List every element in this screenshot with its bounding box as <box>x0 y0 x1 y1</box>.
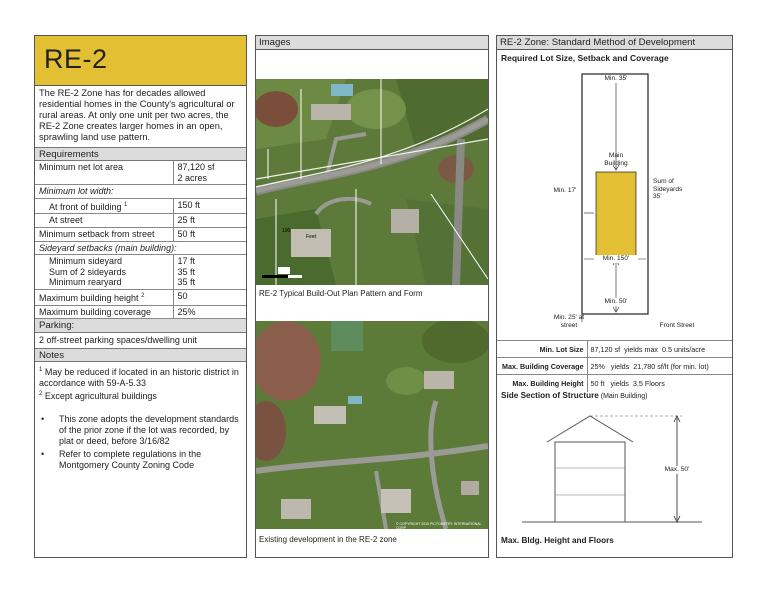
requirements-heading: Requirements <box>35 147 246 161</box>
images-heading: Images <box>256 36 488 50</box>
min-sideyard-value: 17 ft <box>177 256 196 267</box>
coverage-value: 25% <box>173 305 246 319</box>
setback-value: 50 ft <box>173 227 246 241</box>
stat-value-2: 21,780 sf/lt (for min. lot) <box>633 361 709 371</box>
note-2-text: Except agricultural buildings <box>42 391 157 402</box>
caption-build-out: RE-2 Typical Build-Out Plan Pattern and Form <box>259 289 423 298</box>
sideyard-heading: Sideyard setbacks (main building): <box>35 241 246 255</box>
requirements-table <box>35 161 246 319</box>
bullet-icon: • <box>41 449 45 460</box>
sum-sideyards-label: Sum of 2 sideyards <box>49 266 127 277</box>
max-height-label: Max. 50' <box>657 466 697 474</box>
zone-title-box <box>35 36 246 86</box>
front-setback-label: Min. 50' <box>594 298 638 306</box>
standards-heading: RE-2 Zone: Standard Method of Development <box>497 36 732 50</box>
sum-sideyards-value: 35 ft <box>177 266 196 277</box>
stat-label: Max. Building Coverage <box>497 358 587 375</box>
sideyard-values <box>173 255 246 290</box>
height-value: 50 <box>173 289 246 305</box>
sum-sideyards-label: Sum of Sideyards 35' <box>653 178 683 200</box>
structure-outline <box>555 442 625 522</box>
build-out-plan-aerial <box>256 79 488 285</box>
notes-heading: Notes <box>35 348 246 362</box>
lot-diagram-title: Required Lot Size, Setback and Coverage <box>501 53 669 63</box>
min-rearyard-value: 35 ft <box>177 277 196 288</box>
table-row <box>35 241 246 255</box>
stat-value-1: 87,120 sf <box>590 344 621 354</box>
zone-summary-panel <box>34 35 247 558</box>
stat-value <box>587 341 732 358</box>
section-title-sub: (Main Building) <box>598 393 648 400</box>
stat-value-1: 50 ft <box>590 378 605 388</box>
stat-value-2: 0.5 units/acre <box>662 344 706 354</box>
min-rearyard-label: Minimum rearyard <box>49 277 122 288</box>
lot-area-acres: 2 acres <box>177 172 208 183</box>
bullet-text: Refer to complete regulations in the Montgomery County Zoning Code <box>59 449 202 471</box>
sideyard-labels <box>35 255 173 290</box>
scale-number: 100 <box>282 228 291 234</box>
list-item <box>39 414 242 447</box>
stat-label: Max. Building Height <box>497 375 587 392</box>
bullet-icon: • <box>41 414 45 425</box>
notes-body <box>35 362 246 474</box>
height-label <box>35 289 173 305</box>
front-street-label: Front Street <box>659 322 695 329</box>
stat-value <box>587 358 732 375</box>
stat-value-2: 3.5 Floors <box>632 378 665 388</box>
table-row <box>35 305 246 319</box>
min-sideyard-label: Minimum sideyard <box>49 256 123 267</box>
scale-unit: Feet <box>306 234 317 240</box>
copyright-note: © COPYRIGHT 2010 PICTOMETRY INTERNATIONAL CORP <box>396 522 482 530</box>
caption-existing: Existing development in the RE-2 zone <box>259 535 397 544</box>
table-row <box>35 255 246 290</box>
table-row <box>35 198 246 214</box>
table-row <box>497 358 732 375</box>
existing-development-aerial <box>256 321 488 529</box>
table-row <box>35 227 246 241</box>
stat-value-1: 25% <box>590 361 605 371</box>
lot-diagram <box>497 66 732 336</box>
lot-width-heading: Minimum lot width: <box>35 185 246 199</box>
front-width-value: 150 ft <box>173 198 246 214</box>
list-item <box>39 449 242 471</box>
setback-label: Minimum setback from street <box>35 227 173 241</box>
lot-area-value <box>173 161 246 185</box>
table-row <box>35 185 246 199</box>
stats-table <box>497 340 732 392</box>
table-row <box>35 214 246 228</box>
standards-panel <box>496 35 733 558</box>
footnote-mark: 1 <box>39 367 43 374</box>
main-building-rect <box>596 172 636 258</box>
table-row <box>35 289 246 305</box>
section-title-main: Side Section of Structure <box>501 391 599 400</box>
lot-area-sf: 87,120 sf <box>177 162 215 172</box>
parking-text: 2 off-street parking spaces/dwelling unit <box>39 335 197 346</box>
main-building-label: Main Building <box>604 152 628 167</box>
street-width-label: Min. 25' at street <box>553 314 585 329</box>
bullet-text: This zone adopts the development standards of the prior zone if the lot was recorded, by plat or deed, before 3/16/82 <box>59 414 239 447</box>
table-row <box>497 341 732 358</box>
stat-yields: yields <box>610 361 630 371</box>
stat-yields: yields max <box>624 344 659 354</box>
footnote-ref: 2 <box>141 292 145 299</box>
table-row <box>35 161 246 185</box>
coverage-label: Maximum building coverage <box>35 305 173 319</box>
stat-yields: yields <box>610 378 629 388</box>
lot-area-label: Minimum net lot area <box>35 161 173 185</box>
stat-value <box>587 375 732 392</box>
footnote-ref: 1 <box>124 201 128 208</box>
street-width-label: At street <box>35 214 173 228</box>
rear-setback-label: Min. 35' <box>592 75 640 83</box>
side-setback-label: Min. 17' <box>553 187 577 194</box>
section-caption: Max. Bldg. Height and Floors <box>501 536 614 545</box>
parking-heading: Parking: <box>35 319 246 333</box>
width-label: Min. 150' <box>594 255 638 263</box>
images-panel <box>255 35 489 558</box>
street-width-value: 25 ft <box>173 214 246 228</box>
front-width-text: At front of building <box>49 201 125 212</box>
footnote-mark: 2 <box>39 391 43 398</box>
note-1-text: May be reduced if located in an historic district in accordance with 59-A-5.33 <box>39 367 239 389</box>
zone-intro: The RE-2 Zone has for decades allowed residential homes in the County's agricultural or rural areas. At only one unit per two acres, the RE-2 Zone creates larger homes in an open, sprawling land use pattern. <box>39 88 235 142</box>
note-2 <box>39 389 242 402</box>
height-text: Maximum building height <box>39 292 142 303</box>
stat-label: Min. Lot Size <box>497 341 587 358</box>
table-row <box>497 375 732 392</box>
section-title <box>501 391 647 400</box>
zone-title: RE-2 <box>44 44 108 74</box>
note-1 <box>39 365 242 389</box>
front-width-label <box>35 198 173 214</box>
roof-outline <box>547 416 633 442</box>
